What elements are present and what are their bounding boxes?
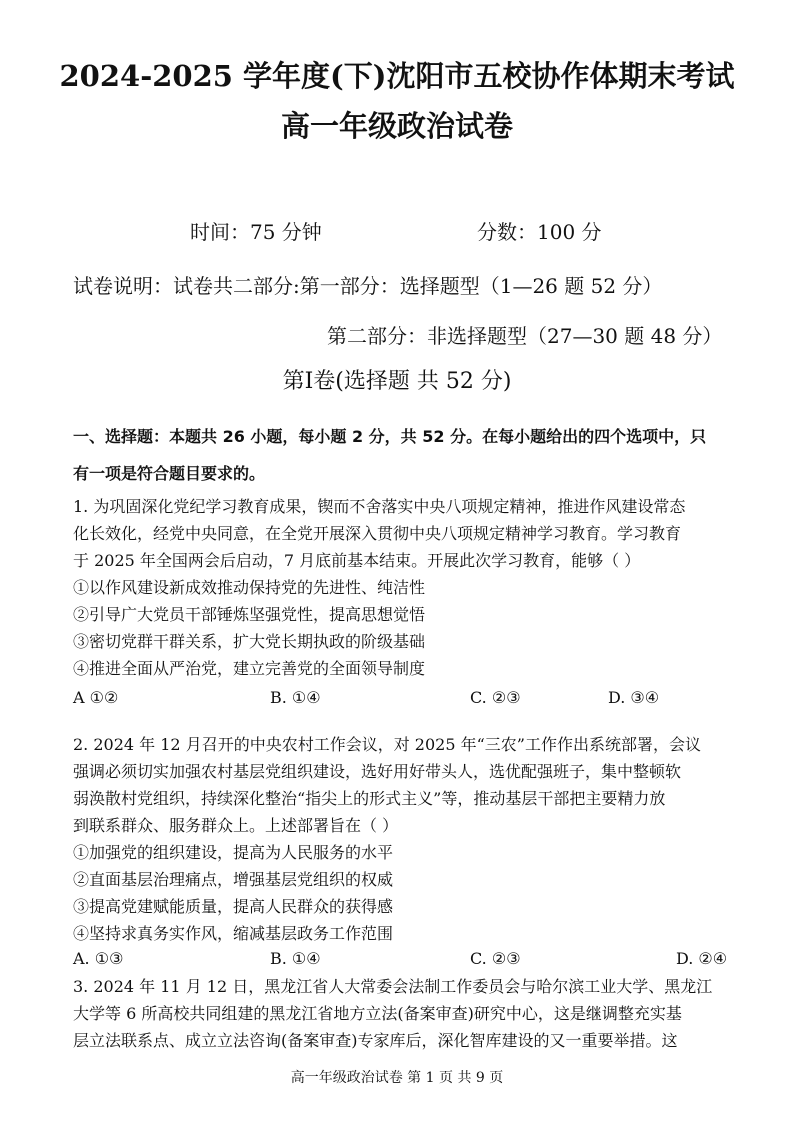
question-1-options	[73, 688, 733, 712]
question-statement: ①加强党的组织建设，提高为人民服务的水平	[73, 843, 394, 862]
option-c: C. ②③	[470, 688, 521, 707]
section-title: 第Ⅰ卷(选择题 共 52 分)	[282, 369, 512, 394]
question-2-options	[73, 949, 733, 973]
question-statement: ②引导广大党员干部锤炼坚强党性，提高思想觉悟	[73, 605, 426, 624]
question-line: 到联系群众、服务群众上。上述部署旨在（ ）	[73, 816, 399, 835]
question-statement: ①以作风建设新成效推动保持党的先进性、纯洁性	[73, 578, 426, 597]
exam-description-line1: 试卷说明：试卷共二部分:第一部分：选择题型（1—26 题 52 分）	[73, 274, 663, 298]
question-3	[73, 973, 743, 1054]
option-b: B. ①④	[270, 949, 321, 968]
question-line: 于 2025 年全国两会后启动，7 月底前基本结束。开展此次学习教育，能够（ ）	[73, 551, 641, 570]
question-statement: ②直面基层治理痛点，增强基层党组织的权威	[73, 870, 394, 889]
question-2	[73, 731, 743, 947]
question-line: 3. 2024 年 11 月 12 日，黑龙江省人大常委会法制工作委员会与哈尔滨工业大学、黑龙江	[73, 977, 713, 996]
exam-description-line2: 第二部分：非选择题型（27—30 题 48 分）	[327, 324, 723, 348]
exam-time: 时间：75 分钟	[190, 220, 322, 244]
section-instruction-line1: 一、选择题：本题共 26 小题，每小题 2 分，共 52 分。在每小题给出的四个选项中，只	[73, 427, 707, 446]
question-statement: ③提高党建赋能质量，提高人民群众的获得感	[73, 897, 394, 916]
exam-subtitle: 高一年级政治试卷	[280, 109, 513, 143]
question-1	[73, 493, 743, 682]
question-statement: ④推进全面从严治党，建立完善党的全面领导制度	[73, 659, 426, 678]
question-line: 层立法联系点、成立立法咨询(备案审查)专家库后，深化智库建设的又一重要举措。这	[73, 1031, 678, 1050]
option-d: D. ③④	[608, 688, 660, 707]
question-line: 弱涣散村党组织，持续深化整治“指尖上的形式主义”等，推动基层干部把主要精力放	[73, 789, 666, 808]
question-statement: ④坚持求真务实作风，缩减基层政务工作范围	[73, 924, 394, 943]
question-statement: ③密切党群干群关系，扩大党长期执政的阶级基础	[73, 632, 426, 651]
section-instruction-line2: 有一项是符合题目要求的。	[73, 464, 266, 483]
question-line: 化长效化，经党中央同意，在全党开展深入贯彻中央八项规定精神学习教育。学习教育	[73, 524, 682, 543]
question-line: 1. 为巩固深化党纪学习教育成果，锲而不舍落实中央八项规定精神，推进作风建设常态	[73, 497, 686, 516]
page-footer: 高一年级政治试卷 第 1 页 共 9 页	[290, 1070, 504, 1086]
option-d: D. ②④	[676, 949, 728, 968]
option-a: A ①②	[73, 688, 119, 707]
question-line: 2. 2024 年 12 月召开的中央农村工作会议，对 2025 年“三农”工作作出系统部署，会议	[73, 735, 701, 754]
option-b: B. ①④	[270, 688, 321, 707]
option-c: C. ②③	[470, 949, 521, 968]
exam-score: 分数：100 分	[477, 220, 602, 244]
option-a: A. ①③	[73, 949, 124, 968]
question-line: 强调必须切实加强农村基层党组织建设，选好用好带头人，选优配强班子，集中整顿软	[73, 762, 682, 781]
question-line: 大学等 6 所高校共同组建的黑龙江省地方立法(备案审查)研究中心，这是继调整充实基	[73, 1004, 682, 1023]
exam-title: 2024-2025 学年度(下)沈阳市五校协作体期末考试	[59, 59, 735, 93]
